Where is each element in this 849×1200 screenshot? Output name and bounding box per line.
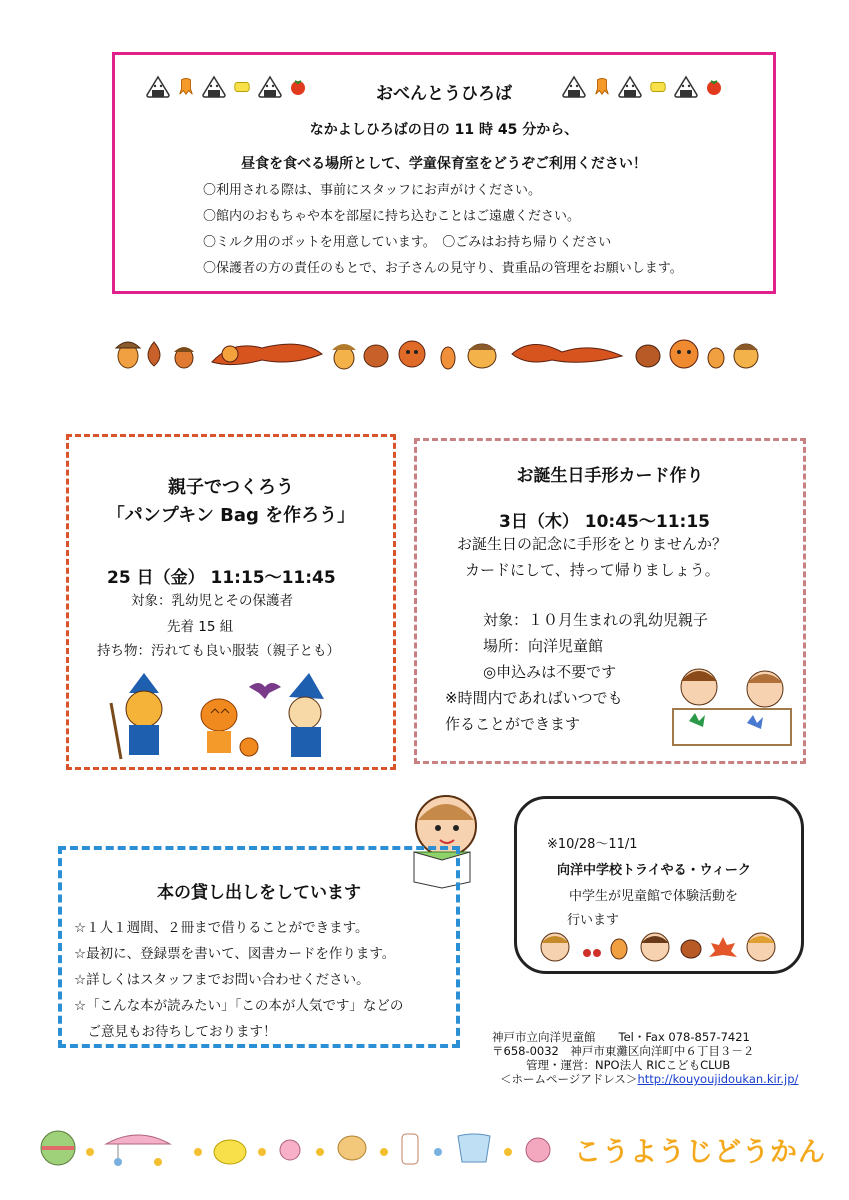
flower-icon: [316, 1148, 324, 1156]
contact-homepage: [478, 1072, 802, 1086]
book-lending-title: 本の貸し出しをしています: [157, 883, 361, 903]
pumpkin-event-date: 25 日（金） 11:15～11:45: [107, 568, 336, 588]
tryyaru-desc-2: 行います: [567, 913, 620, 928]
birthday-card-event-box: [414, 438, 806, 764]
birthday-event-note-1: ◎申込みは不要です: [483, 663, 617, 681]
bib-icon: [458, 1134, 490, 1162]
book-lending-box: [58, 846, 460, 1048]
contact-line-1: 神戸市立向洋児童館 Tel・Fax 078-857-7421: [492, 1030, 750, 1044]
birthday-event-title: お誕生日手形カード作り: [516, 466, 704, 486]
birthday-event-date: 3日（木） 10:45～11:15: [499, 512, 710, 532]
octopus-sausage-icon: [593, 78, 611, 96]
baby-bottle-icon: [402, 1134, 418, 1164]
lunch-note: 〇館内のおもちゃや本を部屋に持ち込むことはご遠慮ください。: [203, 209, 581, 224]
maple-leaf-icon: [709, 937, 737, 957]
lunch-intro-line-2: 昼食を食べる場所として、学童保育室をどうぞご利用ください！: [241, 156, 647, 172]
lunch-note: 〇保護者の方の責任のもとで、お子さんの見守り、貴重品の管理をお願いします。: [203, 261, 683, 276]
lunch-title: おべんとうひろば: [376, 84, 512, 104]
paper-icon: [673, 709, 791, 745]
lunch-note: 〇ミルク用のポットを用意しています。 〇ごみはお持ち帰りください: [203, 235, 612, 250]
book-lending-line: ☆詳しくはスタッフまでお問い合わせください。: [74, 972, 370, 988]
pumpkin-event-target: 対象：乳幼児とその保護者: [131, 593, 293, 609]
chestnut-icon: [364, 345, 388, 367]
flower-icon: [504, 1148, 512, 1156]
tryyaru-week-box: [514, 796, 804, 974]
acorn-icon: [116, 342, 140, 368]
contact-info: [478, 1030, 802, 1094]
cherry-icon: [583, 949, 601, 957]
birthday-event-note-2: ※時間内であればいつでも: [445, 689, 623, 707]
birthday-event-desc-1: お誕生日の記念に手形をとりませんか？: [457, 535, 728, 553]
lunch-notice-box: [112, 52, 776, 294]
witch-dog-icon: [289, 673, 324, 757]
witch-cat-icon: [111, 673, 162, 759]
acorn-icon: [332, 344, 356, 369]
cat-icon: [526, 1138, 550, 1162]
pumpkin-bag-event-box: [66, 434, 396, 770]
acorn-icon: [468, 344, 496, 368]
book-lending-line: ご意見もお待ちしております！: [74, 1024, 277, 1040]
birthday-event-note-3: 作ることができます: [445, 715, 581, 733]
onigiri-icon: [617, 75, 643, 99]
birthday-event-desc-2: カードにして、持って帰りましょう。: [465, 561, 720, 579]
jack-o-lantern-icon: [240, 738, 258, 756]
autumn-decoration-row: [112, 326, 772, 376]
lunch-right-decoration: [561, 75, 723, 99]
pumpkin-icon: [201, 699, 237, 753]
chestnut-icon: [681, 940, 701, 958]
halloween-illustration: [99, 673, 369, 763]
lunch-note: 〇利用される際は、事前にスタッフにお声がけください。: [203, 183, 542, 198]
squirrel-face-icon: [670, 340, 698, 368]
tryyaru-title: 向洋中学校トライやる・ウィーク: [557, 863, 751, 878]
tryyaru-dates: ※10/28～11/1: [547, 837, 638, 852]
child-face-icon: [541, 933, 569, 961]
book-lending-line: ☆１人１週間、２冊まで借りることができます。: [74, 920, 369, 936]
flower-icon: [258, 1148, 266, 1156]
child-face-icon: [641, 933, 669, 961]
kids-autumn-decoration: [537, 929, 787, 965]
squirrel-icon: [512, 344, 622, 362]
flower-icon: [86, 1148, 94, 1156]
book-lending-line: ☆「こんな本が読みたい」「この本が人気です」などの: [74, 998, 404, 1014]
tamagoyaki-icon: [649, 78, 667, 96]
birthday-event-target: 対象：１０月生まれの乳幼児親子: [483, 611, 709, 629]
tomato-icon: [705, 78, 723, 96]
mobile-toy-icon: [106, 1135, 170, 1166]
acorn-icon: [734, 344, 758, 368]
pumpkin-event-items: 持ち物：汚れても良い服装（親子とも）: [97, 643, 340, 659]
pacifier-icon: [280, 1140, 300, 1160]
contact-line-3: 管理・運営：NPO法人 RICこどもCLUB: [526, 1058, 731, 1072]
book-lending-line: ☆最初に、登録票を書いて、図書カードを作ります。: [74, 946, 396, 962]
footer-logo-text: こうようじどうかん: [574, 1137, 826, 1168]
acorn-icon: [174, 347, 194, 368]
pumpkin-event-title-1: 親子でつくろう: [168, 477, 294, 498]
footer-decoration-row: [38, 1126, 568, 1170]
homepage-label: ＜ホームページアドレス＞: [500, 1072, 638, 1086]
chestnut-icon: [636, 345, 660, 367]
contact-line-2: 〒658-0032 神戸市東灘区向洋町中６丁目３－２: [492, 1044, 755, 1058]
pumpkin-event-capacity: 先着 15 組: [167, 619, 234, 635]
rattle-icon: [338, 1136, 366, 1160]
squirrel-face-icon: [399, 341, 425, 367]
flower-icon: [380, 1148, 388, 1156]
birthday-event-place: 場所：向洋児童館: [483, 637, 604, 655]
flower-icon: [194, 1148, 202, 1156]
lunch-intro-line-1: なかよしひろばの日の 11 時 45 分から、: [309, 122, 579, 138]
homepage-link[interactable]: http://kouyoujidoukan.kir.jp/: [637, 1072, 799, 1086]
onigiri-icon: [561, 75, 587, 99]
flower-icon: [434, 1148, 442, 1156]
chestnut-icon: [148, 342, 160, 366]
squirrel-icon: [212, 344, 322, 364]
onigiri-icon: [673, 75, 699, 99]
pumpkin-event-title-2: 「パンプキン Bag を作ろう」: [106, 505, 356, 526]
tryyaru-desc-1: 中学生が児童館で体験活動を: [569, 889, 739, 904]
duck-icon: [214, 1140, 246, 1164]
ball-icon: [41, 1131, 75, 1165]
child-face-icon: [747, 933, 775, 961]
bat-icon: [249, 683, 281, 699]
acorn-icon: [708, 348, 724, 368]
acorn-icon: [441, 347, 455, 369]
kids-handprint-illustration: [665, 661, 795, 751]
acorn-icon: [611, 939, 627, 959]
